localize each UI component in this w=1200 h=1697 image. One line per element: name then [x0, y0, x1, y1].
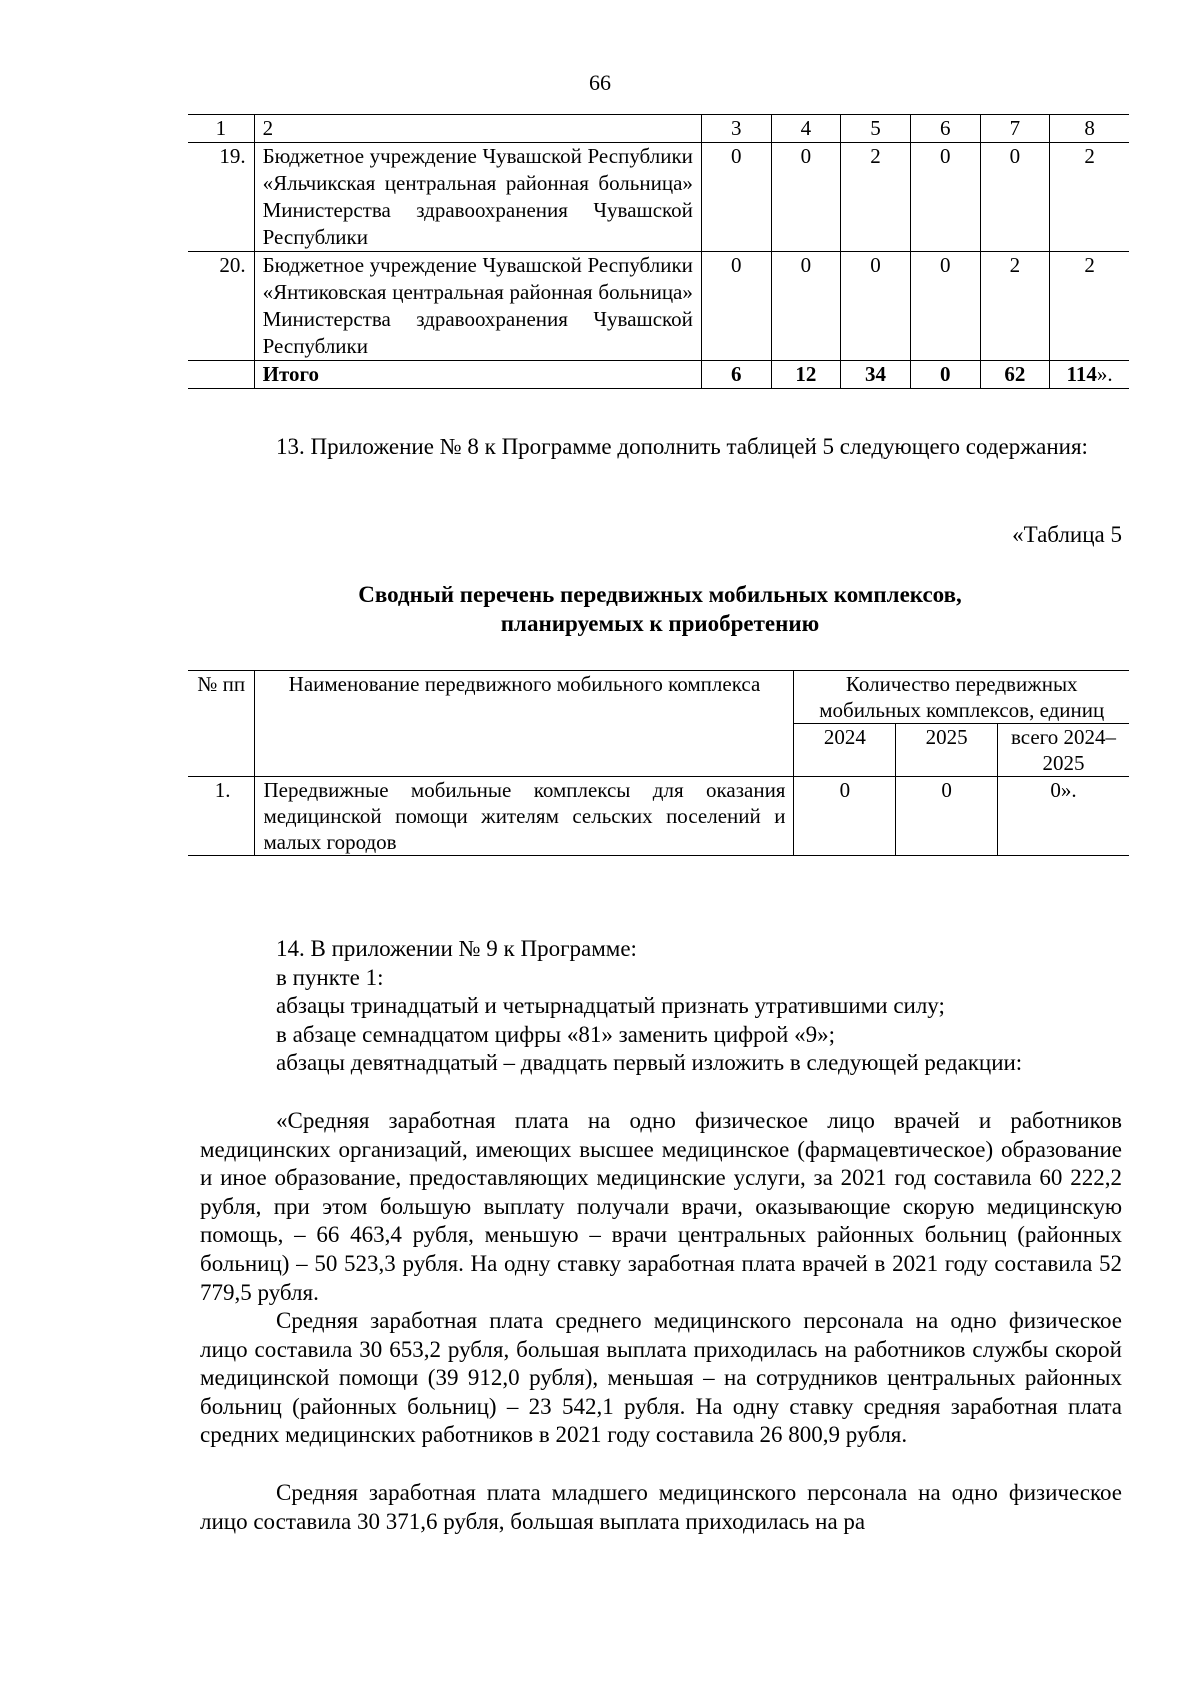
- value-total: 0».: [997, 777, 1129, 856]
- table-heading: [0, 580, 1200, 638]
- value-2024: 0: [794, 777, 896, 856]
- table-row: [188, 143, 1129, 252]
- total-value: 114: [1066, 362, 1097, 386]
- total-value: 34: [841, 361, 911, 389]
- row-number: 1.: [188, 777, 255, 856]
- cell-value: 0: [910, 143, 980, 252]
- cell-value: 2: [1050, 143, 1129, 252]
- mobile-complexes-table: [188, 670, 1129, 856]
- value-2025: 0: [896, 777, 998, 856]
- header-count: Количество передвижных мобильных комплексов, единиц: [794, 671, 1129, 724]
- header-col-6: 6: [910, 115, 980, 143]
- item-14-line: в пункте 1:: [276, 964, 384, 990]
- total-empty-cell: [188, 361, 254, 389]
- cell-value: 0: [771, 143, 841, 252]
- item-14-line: 14. В приложении № 9 к Программе:: [276, 936, 637, 961]
- header-col-5: 5: [841, 115, 911, 143]
- table-reference: «Таблица 5: [1012, 522, 1122, 547]
- complex-name: Передвижные мобильные комплексы для оказания медицинской помощи жителям сельских поселений и малых городов: [255, 777, 794, 856]
- cell-value: 2: [980, 252, 1050, 361]
- cell-value: 0: [980, 143, 1050, 252]
- heading-line-2: планируемых к приобретению: [500, 611, 820, 636]
- row-number: 20.: [188, 252, 254, 361]
- closing-quote: ».: [1096, 362, 1113, 386]
- cell-value: 0: [701, 252, 771, 361]
- quote-paragraph-3: Средняя заработная плата младшего медицинского персонала на одно физическое лицо составила 30 371,6 рубля, большая выплата приходилась на ра: [200, 1480, 1122, 1534]
- quote-paragraph-1: «Средняя заработная плата на одно физическое лицо врачей и работников медицинских организаций, имеющих высшее медицинское (фармацевтическое) образование и иное образование, предоставляющих медицинские услуги, за 2021 год составила 60 222,2 рубля, при этом большую выплату получали врачи, оказывающие скорую медицинскую помощь, – 66 463,4 рубля, меньшую – врачи центральных районных больниц (районных больниц) – 50 523,3 рубля. На одну ставку заработная плата врачей в 2021 году составила 52 779,5 рубля.: [200, 1108, 1122, 1305]
- table-header-row: [188, 115, 1129, 143]
- cell-value: 2: [1050, 252, 1129, 361]
- total-value: 6: [701, 361, 771, 389]
- institution-name: Бюджетное учреждение Чувашской Республики «Яльчикская центральная районная больница» Министерства здравоохранения Чувашской Республики: [254, 143, 701, 252]
- cell-value: 2: [841, 143, 911, 252]
- header-total: всего 2024–2025: [997, 724, 1129, 777]
- table-row: [188, 777, 1129, 856]
- total-row: [188, 361, 1129, 389]
- item-14-line: в абзаце семнадцатом цифры «81» заменить цифрой «9»;: [276, 1021, 835, 1047]
- header-col-3: 3: [701, 115, 771, 143]
- cell-value: 0: [701, 143, 771, 252]
- item-13-paragraph: 13. Приложение № 8 к Программе дополнить таблицей 5 следующего содержания:: [276, 434, 1088, 459]
- page-number: 66: [589, 70, 611, 95]
- item-14-block: [200, 935, 1122, 1078]
- header-number: № пп: [188, 671, 255, 777]
- table-row: [188, 252, 1129, 361]
- header-2025: 2025: [896, 724, 998, 777]
- total-label: Итого: [254, 361, 701, 389]
- header-col-1: 1: [188, 115, 254, 143]
- quote-paragraph-2: Средняя заработная плата среднего медицинского персонала на одно физическое лицо составила 30 653,2 рубля, большая выплата приходилась на работников службы скорой медицинской помощи (39 912,0 рубля), меньшая – на сотрудников центральных районных больниц (районных больниц) – 23 542,1 рубля. На одну ставку средняя заработная плата средних медицинских работников в 2021 году составила 26 800,9 рубля.: [200, 1308, 1122, 1448]
- cell-value: 0: [841, 252, 911, 361]
- header-2024: 2024: [794, 724, 896, 777]
- header-col-4: 4: [771, 115, 841, 143]
- cell-value: 0: [771, 252, 841, 361]
- total-value: 0: [910, 361, 980, 389]
- header-col-8: 8: [1050, 115, 1129, 143]
- heading-line-1: Сводный перечень передвижных мобильных комплексов,: [358, 582, 962, 607]
- total-value-cell: [1050, 361, 1129, 389]
- row-number: 19.: [188, 143, 254, 252]
- institution-name: Бюджетное учреждение Чувашской Республики «Янтиковская центральная районная больница» Министерства здравоохранения Чувашской Республики: [254, 252, 701, 361]
- hospital-table: [188, 114, 1129, 389]
- cell-value: 0: [910, 252, 980, 361]
- item-14-line: абзацы девятнадцатый – двадцать первый изложить в следующей редакции:: [276, 1050, 1023, 1076]
- table-header-row: [188, 671, 1129, 724]
- header-col-7: 7: [980, 115, 1050, 143]
- item-14-line: абзацы тринадцатый и четырнадцатый признать утратившими силу;: [276, 993, 945, 1019]
- header-name: Наименование передвижного мобильного комплекса: [255, 671, 794, 777]
- header-col-2: 2: [254, 115, 701, 143]
- total-value: 12: [771, 361, 841, 389]
- total-value: 62: [980, 361, 1050, 389]
